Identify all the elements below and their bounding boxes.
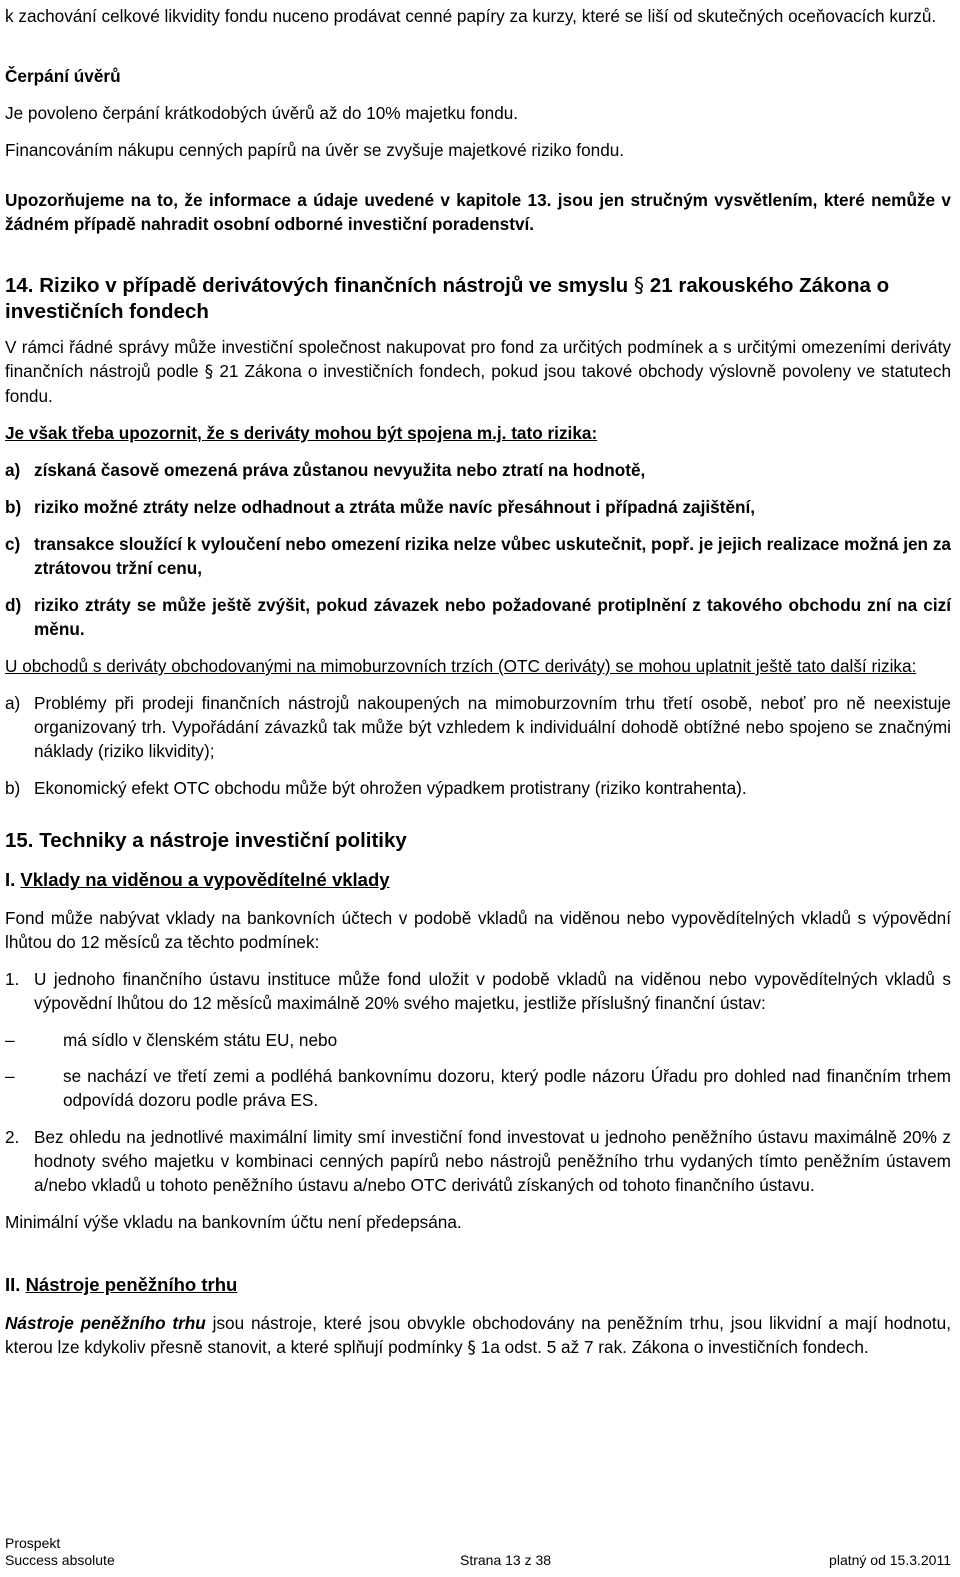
section-sign-icon: §: [204, 362, 214, 382]
risk-label: c): [5, 534, 21, 554]
subsection-2-paragraph: [5, 1311, 951, 1360]
risk-text: riziko ztráty se může ještě zvýšit, pokud závazek nebo požadované protiplnění z takového obchodu zní na cizí měnu.: [34, 595, 951, 639]
condition-item-1: [5, 967, 951, 1015]
dash-bullet: –: [5, 1066, 15, 1086]
section-14-title: [5, 272, 951, 325]
risk-label: a): [5, 460, 21, 480]
section-14-paragraph: [5, 335, 951, 408]
footer-doc-title: Prospekt: [5, 1535, 61, 1551]
dash-list-item: [5, 1064, 951, 1112]
document-page: [5, 4, 951, 1360]
risk-text: transakce sloužící k vyloučení nebo omezení rizika nelze vůbec uskutečnit, popř. je jejich realizace možná jen za ztrátovou tržní cenu,: [34, 534, 951, 578]
cerpani-paragraph-1: Je povoleno čerpání krátkodobých úvěrů až do 10% majetku fondu.: [5, 103, 519, 123]
footer-page-number: Strana 13 z 38: [460, 1552, 552, 1568]
section-14-paragraph-part2: 21 Zákona o investičních fondech, pokud jsou takové obchody výslovně povoleny ve statutech fondu.: [5, 361, 952, 406]
section-15-title: 15. Techniky a nástroje investiční politiky: [5, 829, 407, 852]
otc-risk-label: a): [5, 693, 21, 713]
otc-risk-text: Problémy při prodeji finančních nástrojů nakoupených na mimoburzovním trhu třetí osobě, neboť pro ně neexistuje organizovaný trh. Vypořádání závazků tak může být vzhledem k individuální dohodě obtížné nebo spojeno se značnými náklady (riziko likvidity);: [34, 693, 951, 761]
risk-item: [5, 593, 951, 641]
subsection-2-term: Nástroje peněžního trhu: [5, 1313, 206, 1333]
subsection-1-title: Vklady na viděnou a vypovědítelné vklady: [20, 869, 390, 890]
subsection-2-number: II.: [5, 1274, 21, 1295]
condition-number: 2.: [5, 1127, 20, 1147]
subsection-1-number: I.: [5, 869, 16, 890]
section-sign-icon: §: [467, 1338, 476, 1358]
cerpani-paragraph-2: Financováním nákupu cenných papírů na úvěr se zvyšuje majetkové riziko fondu.: [5, 140, 625, 160]
otc-risk-item: [5, 776, 951, 800]
subsection-2-text-part2: 1a odst. 5 až 7 rak. Zákona o investičních fondech.: [480, 1337, 869, 1357]
cerpani-heading: Čerpání úvěrů: [5, 66, 121, 86]
condition-text: U jednoho finančního ústavu instituce může fond uložit v podobě vkladů na viděnou nebo vypovědítelných vkladů s výpovědní lhůtou do 12 měsíců maximálně 20% svého majetku, jestliže příslušný finanční ústav:: [34, 969, 951, 1013]
dash-list-item: [5, 1028, 951, 1052]
risks-heading: Je však třeba upozornit, že s deriváty mohou být spojena m.j. tato rizika:: [5, 423, 598, 443]
condition-number: 1.: [5, 969, 20, 989]
dash-item-text: se nachází ve třetí zemi a podléhá bankovnímu dozoru, který podle názoru Úřadu pro dohled nad finančním trhem odpovídá dozoru podle práva ES.: [63, 1066, 951, 1110]
section-14-paragraph-part1: V rámci řádné správy může investiční společnost nakupovat pro fond za určitých podmínek a s určitými omezeními deriváty finančních nástrojů podle: [5, 337, 951, 381]
otc-risk-text: Ekonomický efekt OTC obchodu může být ohrožen výpadkem protistrany (riziko kontrahenta).: [34, 778, 747, 798]
risk-item: [5, 495, 951, 519]
otc-heading: U obchodů s deriváty obchodovanými na mimoburzovních trzích (OTC deriváty) se mohou uplatnit ještě tato další rizika:: [5, 656, 917, 676]
risk-item: [5, 532, 951, 580]
section-sign-icon: §: [633, 273, 645, 297]
section-14-title-part1: 14. Riziko v případě derivátových finančních nástrojů ve smyslu: [5, 274, 629, 297]
risk-text: riziko možné ztráty nelze odhadnout a ztráta může navíc přesáhnout i případná zajištění,: [34, 497, 756, 517]
subsection-1-heading: [5, 868, 951, 892]
otc-risk-label: b): [5, 778, 21, 798]
dash-item-text: má sídlo v členském státu EU, nebo: [63, 1030, 338, 1050]
footer-valid-from: platný od 15.3.2011: [829, 1552, 951, 1568]
condition-text: Bez ohledu na jednotlivé maximální limity smí investiční fond investovat u jednoho peněžního ústavu maximálně 20% z hodnoty svého majetku v kombinaci cenných papírů nebo nástrojů peněžního trhu vydaných tímto peněžním ústavem a/nebo vkladů u tohoto peněžního ústavu a/nebo OTC derivátů získaných od tohoto finančního ústavu.: [34, 1127, 951, 1195]
risk-label: b): [5, 497, 22, 517]
risk-item: [5, 458, 951, 482]
risk-label: d): [5, 595, 22, 615]
min-deposit-note: Minimální výše vkladu na bankovním účtu není předepsána.: [5, 1212, 462, 1232]
section-14-title-part2: 21 rakouského Zákona o investičních fondech: [5, 274, 890, 323]
otc-risk-item: [5, 691, 951, 763]
risk-text: získaná časově omezená práva zůstanou nevyužita nebo ztratí na hodnotě,: [34, 460, 646, 480]
intro-paragraph: k zachování celkové likvidity fondu nuceno prodávat cenné papíry za kurzy, které se liší od skutečných oceňovacích kurzů.: [5, 6, 937, 26]
subsection-1-intro: Fond může nabývat vklady na bankovních účtech v podobě vkladů na viděnou nebo vypovědítelných vkladů s výpovědní lhůtou do 12 měsíců za těchto podmínek:: [5, 908, 951, 952]
footer-fund-name: Success absolute: [5, 1552, 115, 1568]
dash-bullet: –: [5, 1030, 15, 1050]
condition-item-2: [5, 1125, 951, 1197]
subsection-2-text-part1: jsou nástroje, které jsou obvykle obchodovány na peněžním trhu, jsou likvidní a mají hodnotu, kterou lze kdykoliv přesně stanovit, a které splňují podmínky: [5, 1313, 951, 1357]
page-footer: [5, 1535, 951, 1569]
subsection-2-heading: [5, 1273, 951, 1297]
warning-paragraph: Upozorňujeme na to, že informace a údaje uvedené v kapitole 13. jsou jen stručným vysvětlením, které nemůže v žádném případě nahradit osobní odborné investiční poradenství.: [5, 190, 951, 234]
subsection-2-title: Nástroje peněžního trhu: [25, 1274, 238, 1295]
